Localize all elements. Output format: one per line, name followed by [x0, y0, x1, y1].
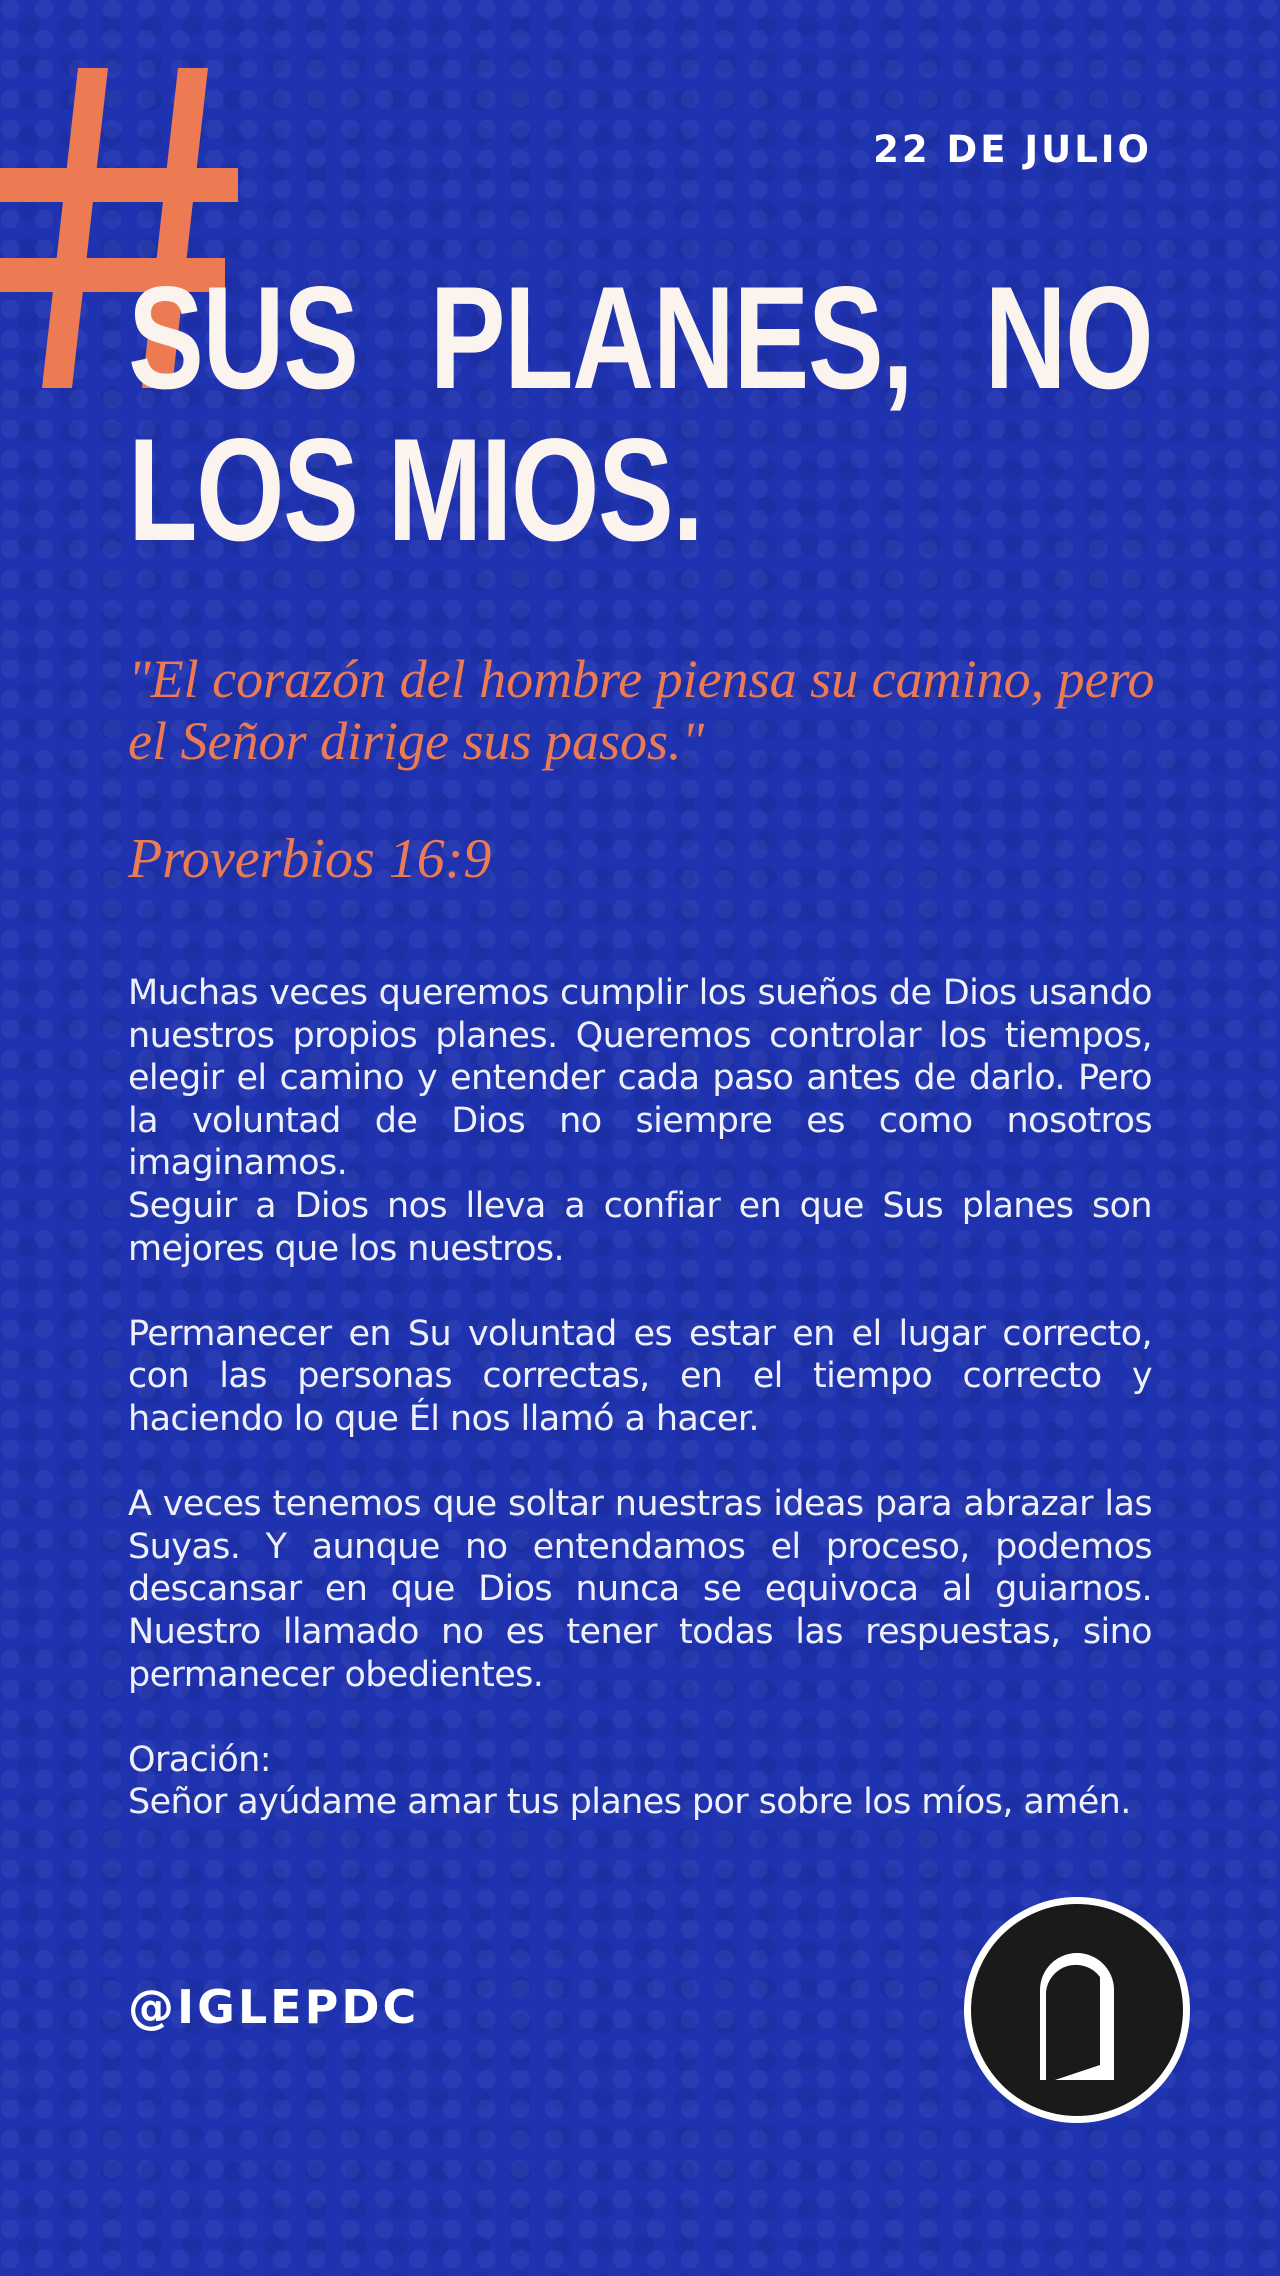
- page-title: [128, 256, 1153, 571]
- body-paragraph: Permanecer en Su voluntad es estar en el lugar correcto, con las personas correctas, en el tiempo correcto y haciendo lo que Él nos llamó a hacer.: [128, 1313, 1152, 1439]
- title-word: PLANES,: [429, 256, 913, 419]
- title-line-2: LOS MIOS.: [128, 408, 703, 571]
- paragraph-spacer: [128, 1441, 1152, 1484]
- paragraph-spacer: [128, 1696, 1152, 1739]
- title-line-1: [128, 256, 1153, 419]
- title-word: SUS: [128, 256, 358, 419]
- title-word: NO: [984, 256, 1153, 419]
- church-door-logo-icon: [962, 1895, 1192, 2125]
- paragraph-spacer: [128, 1270, 1152, 1313]
- devotional-body: [128, 972, 1152, 1824]
- prayer-heading: Oración:: [128, 1739, 271, 1780]
- social-handle: @IGLEPDC: [128, 1980, 420, 2034]
- date-label: 22 DE JULIO: [873, 128, 1152, 171]
- body-paragraph: Muchas veces queremos cumplir los sueños de Dios usando nuestros propios planes. Queremos controlar los tiempos, elegir el camino y entender cada paso antes de darlo. Pero la voluntad de Dios no siempre es como nosotros imaginamos.: [128, 973, 1152, 1184]
- prayer-text: Señor ayúdame amar tus planes por sobre los míos, amén.: [128, 1782, 1131, 1823]
- body-paragraph: Seguir a Dios nos lleva a confiar en que Sus planes son mejores que los nuestros.: [128, 1185, 1152, 1269]
- bible-reference: Proverbios 16:9: [128, 828, 492, 890]
- bible-quote: "El corazón del hombre piensa su camino, pero el Señor dirige sus pasos.": [128, 649, 1155, 771]
- body-paragraph: A veces tenemos que soltar nuestras ideas para abrazar las Suyas. Y aunque no entendamos el proceso, podemos descansar en que Dios nunca se equivoca al guiarnos. Nuestro llamado no es tener todas las respuestas, sino permanecer obedientes.: [128, 1484, 1152, 1695]
